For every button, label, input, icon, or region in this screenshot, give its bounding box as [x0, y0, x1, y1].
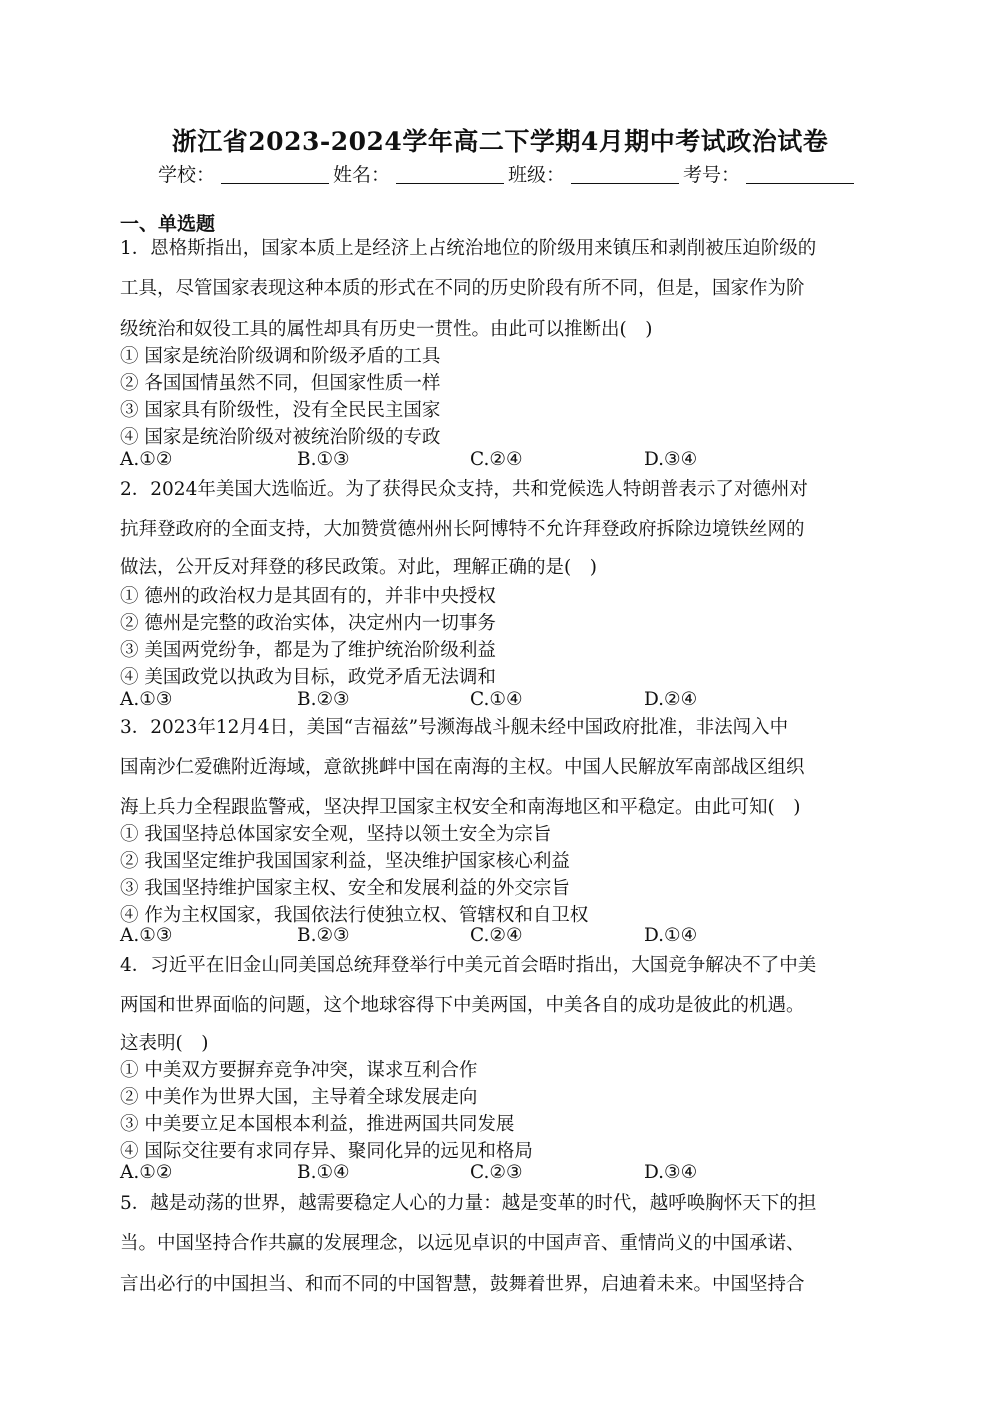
q4-option-a: A.①②	[120, 1162, 173, 1183]
q3-option-c: C.②④	[470, 925, 523, 946]
q2-option-b: B.②③	[297, 689, 350, 710]
name-blank	[396, 165, 504, 184]
student-info-row	[158, 160, 854, 187]
q2-item-3: ③ 美国两党纷争，都是为了维护统治阶级利益	[120, 640, 496, 661]
section-title: 一、单选题	[120, 213, 216, 235]
q4-stem-line-3: 这表明( )	[120, 1033, 209, 1054]
q3-item-1: ① 我国坚持总体国家安全观，坚持以领土安全为宗旨	[120, 824, 552, 845]
q3-item-3: ③ 我国坚持维护国家主权、安全和发展利益的外交宗旨	[120, 878, 570, 899]
q3-item-2: ② 我国坚定维护我国国家利益，坚决维护国家核心利益	[120, 851, 570, 872]
q1-option-a: A.①②	[120, 449, 173, 470]
school-blank	[221, 165, 329, 184]
q2-stem-line-3: 做法，公开反对拜登的移民政策。对此，理解正确的是( )	[120, 557, 597, 578]
q4-item-2: ② 中美作为世界大国，主导着全球发展走向	[120, 1087, 478, 1108]
class-blank	[571, 165, 679, 184]
q1-item-4: ④ 国家是统治阶级对被统治阶级的专政	[120, 427, 441, 448]
q2-stem-line-2: 抗拜登政府的全面支持，大加赞赏德州州长阿博特不允许拜登政府拆除边境铁丝网的	[120, 519, 805, 540]
q4-option-d: D.③④	[644, 1162, 698, 1183]
q3-stem-line-2: 国南沙仁爱礁附近海域，意欲挑衅中国在南海的主权。中国人民解放军南部战区组织	[120, 757, 805, 778]
q3-item-4: ④ 作为主权国家，我国依法行使独立权、管辖权和自卫权	[120, 905, 589, 926]
q1-item-3: ③ 国家具有阶级性，没有全民民主国家	[120, 400, 441, 421]
q5-stem-line-1: 5．越是动荡的世界，越需要稳定人心的力量：越是变革的时代，越呼唤胸怀天下的担	[120, 1193, 817, 1214]
q4-item-3: ③ 中美要立足本国根本利益，推进两国共同发展	[120, 1114, 515, 1135]
q1-item-2: ② 各国国情虽然不同，但国家性质一样	[120, 373, 441, 394]
q3-option-d: D.①④	[644, 925, 698, 946]
q1-option-c: C.②④	[470, 449, 523, 470]
q1-option-b: B.①③	[297, 449, 350, 470]
q4-stem-line-1: 4．习近平在旧金山同美国总统拜登举行中美元首会晤时指出，大国竞争解决不了中美	[120, 955, 817, 976]
exam-number-blank	[746, 165, 854, 184]
name-label: 姓名：	[333, 164, 391, 186]
q2-item-2: ② 德州是完整的政治实体，决定州内一切事务	[120, 613, 496, 634]
q2-stem-line-1: 2．2024年美国大选临近。为了获得民众支持，共和党候选人特朗普表示了对德州对	[120, 479, 808, 500]
q2-item-1: ① 德州的政治权力是其固有的，并非中央授权	[120, 586, 496, 607]
q5-stem-line-2: 当。中国坚持合作共赢的发展理念，以远见卓识的中国声音、重情尚义的中国承诺、	[120, 1233, 805, 1254]
q4-item-1: ① 中美双方要摒弃竞争冲突，谋求互利合作	[120, 1060, 478, 1081]
class-label: 班级：	[508, 164, 566, 186]
q4-stem-line-2: 两国和世界面临的问题，这个地球容得下中美两国，中美各自的成功是彼此的机遇。	[120, 995, 805, 1016]
q5-stem-line-3: 言出必行的中国担当、和而不同的中国智慧，鼓舞着世界，启迪着未来。中国坚持合	[120, 1274, 805, 1295]
q1-stem-line-2: 工具，尽管国家表现这种本质的形式在不同的历史阶段有所不同，但是，国家作为阶	[120, 278, 805, 299]
q1-item-1: ① 国家是统治阶级调和阶级矛盾的工具	[120, 346, 441, 367]
q4-option-c: C.②③	[470, 1162, 523, 1183]
school-label: 学校：	[158, 164, 216, 186]
q3-stem-line-1: 3．2023年12月4日，美国“吉福兹”号濒海战斗舰未经中国政府批准，非法闯入中	[120, 717, 789, 738]
q1-option-d: D.③④	[644, 449, 698, 470]
q3-option-b: B.②③	[297, 925, 350, 946]
q1-stem-line-1: 1．恩格斯指出，国家本质上是经济上占统治地位的阶级用来镇压和剥削被压迫阶级的	[120, 238, 817, 259]
q3-option-a: A.①③	[120, 925, 173, 946]
q2-item-4: ④ 美国政党以执政为目标，政党矛盾无法调和	[120, 667, 496, 688]
q1-stem-line-3: 级统治和奴役工具的属性却具有历史一贯性。由此可以推断出( )	[120, 319, 653, 340]
q3-stem-line-3: 海上兵力全程跟监警戒，坚决捍卫国家主权安全和南海地区和平稳定。由此可知( )	[120, 797, 801, 818]
q4-option-b: B.①④	[297, 1162, 350, 1183]
q2-option-d: D.②④	[644, 689, 698, 710]
q4-item-4: ④ 国际交往要有求同存异、聚同化异的远见和格局	[120, 1141, 533, 1162]
exam-number-label: 考号：	[683, 164, 741, 186]
q2-option-a: A.①③	[120, 689, 173, 710]
q2-option-c: C.①④	[470, 689, 523, 710]
exam-title: 浙江省2023-2024学年高二下学期4月期中考试政治试卷	[171, 127, 829, 156]
